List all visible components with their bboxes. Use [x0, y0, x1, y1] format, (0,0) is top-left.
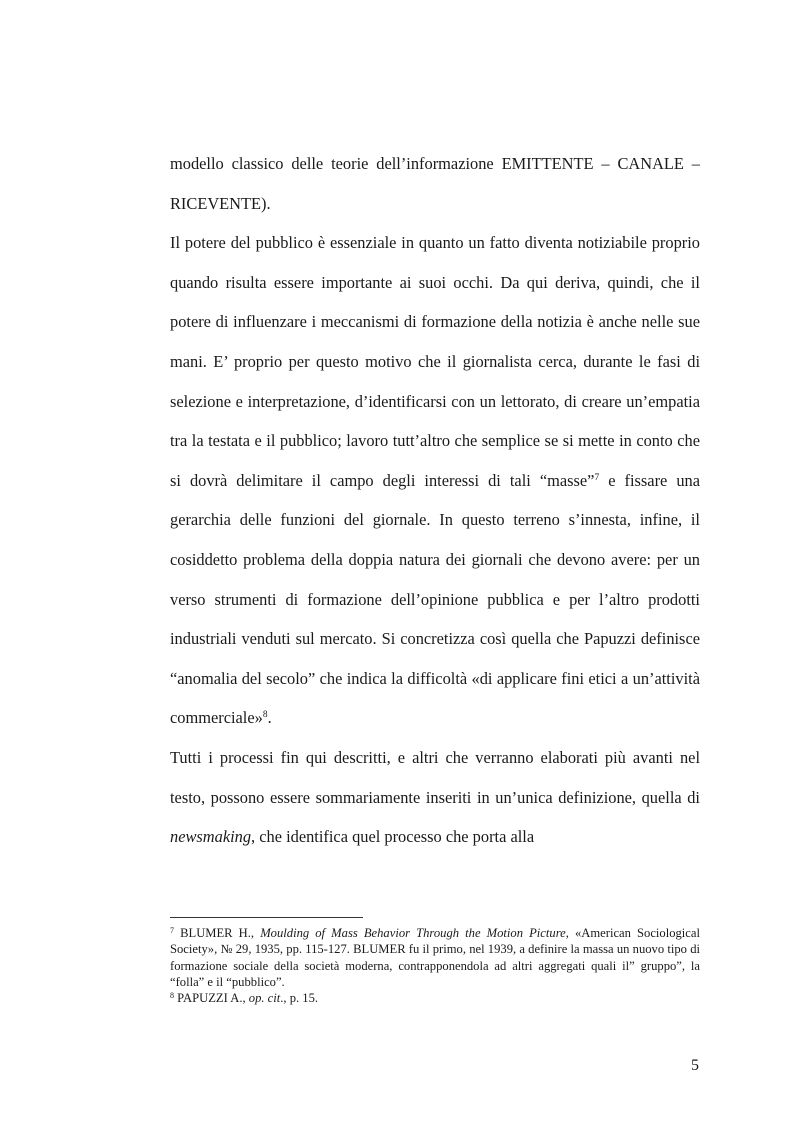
- footnote-8: $^8$ PAPUZZI A., op. cit., p. 15.: [170, 991, 319, 1006]
- paragraph-2: Il potere del pubblico è essenziale in quanto un fatto diventa notiziabile proprio quando risulta essere importante ai suoi occhi. Da qui deriva, quindi, che il potere di influenzare i meccanismi di formazione della notizia è anche nelle sue mani. E’ proprio per questo motivo che il giornalista cerca, durante le fasi di selezione e interpretazione, d’identificarsi con un lettorato, di creare un’empatia tra la testata e il pubblico; lavoro tutt’altro che semplice se si mette in conto che si dovrà delimitare il campo degli interessi di tali “masse”$^7$ e fissare una gerarchia delle funzioni del giornale. In questo terreno s’innesta, infine, il cosiddetto problema della doppia natura dei giornali che devono avere: per un verso strumenti di formazione dell’opinione pubblica e per l’altro prodotti industriali venduti sul mercato. Si concretizza così quella che Papuzzi definisce “anomalia del secolo” che indica la difficoltà «di applicare fini etici a un’attività commerciale»$^8$.: [170, 233, 700, 728]
- footnotes: [170, 925, 700, 1006]
- page-number: 5: [691, 1057, 699, 1074]
- body-text: [170, 144, 700, 857]
- footnote-separator: [170, 917, 363, 918]
- newsmaking-term: newsmaking: [170, 827, 252, 847]
- paragraph-1: modello classico delle teorie dell’informazione EMITTENTE – CANALE – RICEVENTE).: [170, 154, 700, 213]
- paragraph-3: Tutti i processi fin qui descritti, e altri che verranno elaborati più avanti nel testo, possono essere sommariamente inseriti in un’unica definizione, quella di newsmaking, che identifica quel processo che porta alla: [170, 747, 700, 847]
- footnote-ref-8[interactable]: 8: [262, 710, 268, 721]
- footnote-7: $^7$ BLUMER H., Moulding of Mass Behavior Through the Motion Picture, «American Sociological Society», № 29, 1935, pp. 115-127. BLUMER fu il primo, nel 1939, a definire la massa un nuovo tipo di formazione sociale della società moderna, contrapponendola ad altri aggregati quali il” gruppo”, la “folla” e il “pubblico”.: [170, 926, 700, 989]
- footnote-ref-7[interactable]: 7: [594, 472, 600, 483]
